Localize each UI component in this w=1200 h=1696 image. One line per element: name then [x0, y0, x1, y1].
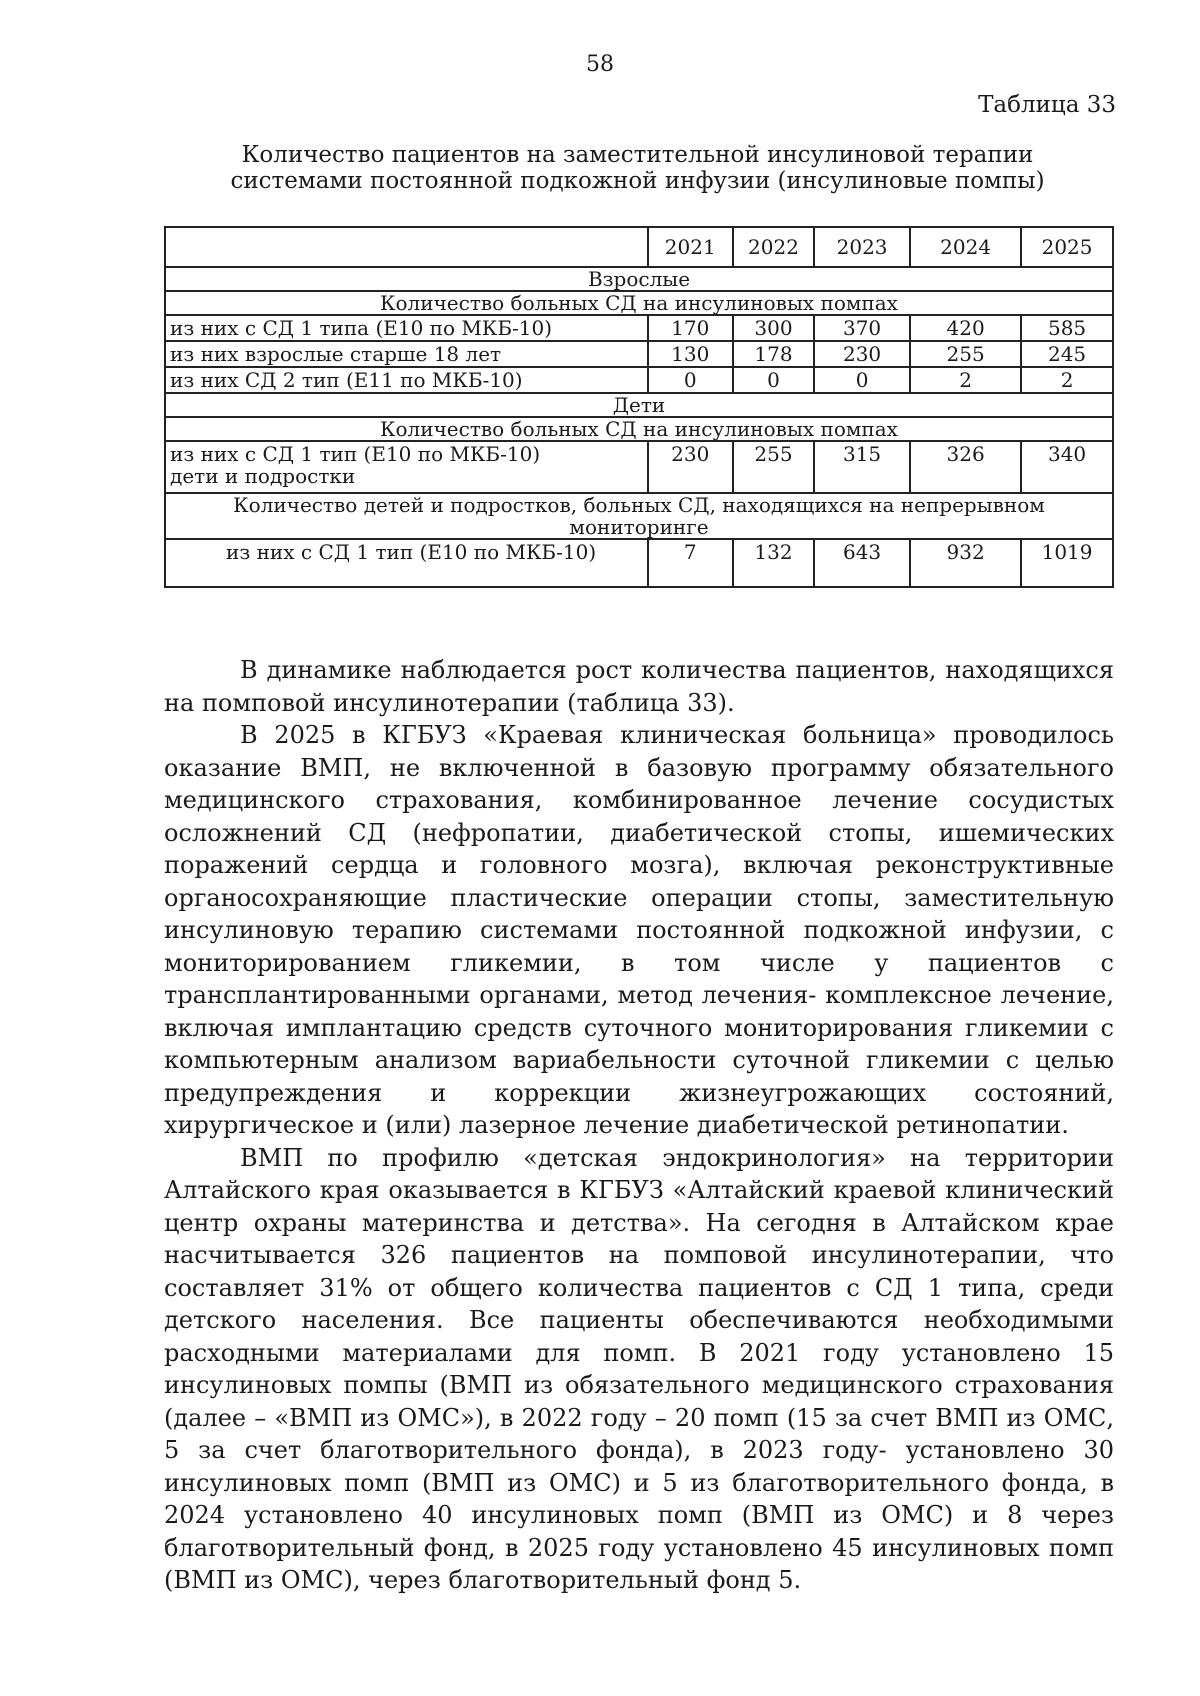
cell-value: 178 — [733, 341, 814, 367]
cell-value: 1019 — [1021, 539, 1113, 587]
cell-value: 370 — [814, 315, 910, 341]
cell-value: 0 — [733, 367, 814, 393]
cell-value: 170 — [648, 315, 733, 341]
section-row-children — [165, 393, 1113, 417]
year-header: 2022 — [733, 227, 814, 267]
cell-value: 2 — [910, 367, 1021, 393]
cell-value: 585 — [1021, 315, 1113, 341]
section-children: Дети — [165, 393, 1113, 417]
cell-value: 932 — [910, 539, 1021, 587]
row-label: из них взрослые старше 18 лет — [165, 341, 648, 367]
year-header: 2021 — [648, 227, 733, 267]
cell-value: 130 — [648, 341, 733, 367]
subheader-row — [165, 493, 1113, 539]
monitoring-subheader: Количество детей и подростков, больных СД, находящихся на непрерывном мониторинге — [165, 493, 1113, 539]
cell-value: 255 — [910, 341, 1021, 367]
cell-value: 643 — [814, 539, 910, 587]
paragraph: В динамике наблюдается рост количества пациентов, находящихся на помповой инсулинотерапии (таблица 33). — [164, 656, 1114, 717]
row-label — [165, 441, 648, 493]
table-title-line-1: Количество пациентов на заместительной инсулиновой терапии — [241, 142, 1034, 168]
row-label-line-1: из них с СД 1 тип (Е10 по МКБ-10) — [170, 442, 541, 466]
table-header-row — [165, 227, 1113, 267]
cell-value: 326 — [910, 441, 1021, 493]
children-subheader: Количество больных СД на инсулиновых помпах — [165, 417, 1113, 441]
row-label: из них с СД 1 типа (Е10 по МКБ-10) — [165, 315, 648, 341]
insulin-pump-table — [164, 226, 1114, 588]
cell-value: 420 — [910, 315, 1021, 341]
table-row — [165, 367, 1113, 393]
paragraph: В 2025 в КГБУЗ «Краевая клиническая больница» проводилось оказание ВМП, не включенной в базовую программу обязательного медицинского страхования, комбинированное лечение сосудистых осложнений СД (нефропатии, диабетической стопы, ишемических поражений сердца и головного мозга), включая реконструктивные органосохраняющие пластические операции стопы, заместительную инсулиновую терапию системами постоянной подкожной инфузии, с мониторированием гликемии, в том числе у пациентов с трансплантированными органами, метод лечения- комплексное лечение, включая имплантацию средств суточного мониторирования гликемии с компьютерным анализом вариабельности суточной гликемии с целью предупреждения и коррекции жизнеугрожающих состояний, хирургическое и (или) лазерное лечение диабетической ретинопатии. — [164, 721, 1114, 1139]
cell-value: 300 — [733, 315, 814, 341]
row-label-line-2: дети и подростки — [170, 464, 356, 488]
cell-value: 7 — [648, 539, 733, 587]
year-header: 2025 — [1021, 227, 1113, 267]
cell-value: 245 — [1021, 341, 1113, 367]
cell-value: 230 — [814, 341, 910, 367]
section-row-adults — [165, 267, 1113, 291]
table-row — [165, 341, 1113, 367]
row-label: из них СД 2 тип (Е11 по МКБ-10) — [165, 367, 648, 393]
cell-value: 2 — [1021, 367, 1113, 393]
section-adults: Взрослые — [165, 267, 1113, 291]
cell-value: 0 — [814, 367, 910, 393]
cell-value: 315 — [814, 441, 910, 493]
row-label: из них с СД 1 тип (Е10 по МКБ-10) — [165, 539, 648, 587]
paragraph: ВМП по профилю «детская эндокринология» на территории Алтайского края оказывается в КГБУЗ «Алтайский краевой клинический центр охраны материнства и детства». На сегодня в Алтайском крае насчитывается 326 пациентов на помповой инсулинотерапии, что составляет 31% от общего количества пациентов с СД 1 типа, среди детского населения. Все пациенты обеспечиваются необходимыми расходными материалами для помп. В 2021 году установлено 15 инсулиновых помпы (ВМП из обязательного медицинского страхования (далее – «ВМП из ОМС»), в 2022 году – 20 помп (15 за счет ВМП из ОМС, 5 за счет благотворительного фонда), в 2023 году- установлено 30 инсулиновых помп (ВМП из ОМС) и 5 из благотворительного фонда, в 2024 установлено 40 инсулиновых помп (ВМП из ОМС) и 8 через благотворительный фонд, в 2025 году установлено 45 инсулиновых помп (ВМП из ОМС), через благотворительный фонд 5. — [164, 1143, 1114, 1594]
table-row — [165, 315, 1113, 341]
page-number: 58 — [586, 52, 614, 77]
table-title — [160, 142, 1115, 194]
table-title-line-2: системами постоянной подкожной инфузии (инсулиновые помпы) — [230, 168, 1045, 194]
year-header: 2024 — [910, 227, 1021, 267]
header-empty-cell — [165, 227, 648, 267]
table-row — [165, 539, 1113, 587]
cell-value: 230 — [648, 441, 733, 493]
table-label: Таблица 33 — [978, 92, 1116, 118]
cell-value: 132 — [733, 539, 814, 587]
table-row — [165, 441, 1113, 493]
cell-value: 0 — [648, 367, 733, 393]
adults-subheader: Количество больных СД на инсулиновых помпах — [165, 291, 1113, 315]
cell-value: 255 — [733, 441, 814, 493]
subheader-row — [165, 291, 1113, 315]
body-text — [164, 654, 1114, 1597]
subheader-row — [165, 417, 1113, 441]
cell-value: 340 — [1021, 441, 1113, 493]
year-header: 2023 — [814, 227, 910, 267]
